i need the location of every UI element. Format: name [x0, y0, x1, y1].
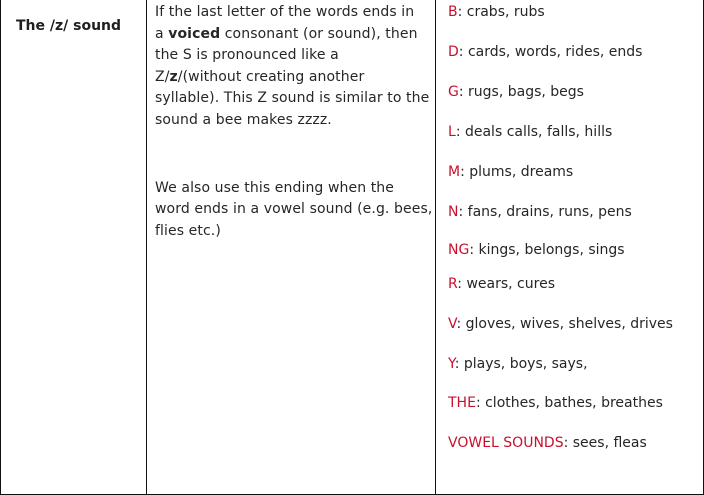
z-sound-table: [1, 0, 704, 494]
example-colon: :: [460, 164, 465, 180]
rule-line: word ends in a vowel sound (e.g. bees,: [155, 201, 433, 218]
example-words: gloves, wives, shelves, drives: [461, 316, 673, 332]
example-colon: :: [456, 316, 462, 332]
example-words: deals calls, falls, hills: [460, 124, 613, 140]
rule-line: [155, 24, 425, 46]
example-colon: :: [458, 204, 464, 220]
example-words: wears, cures: [462, 276, 555, 292]
voiced-emphasis: voiced: [168, 25, 221, 42]
list-item: [448, 2, 704, 22]
z-emphasis: z: [169, 68, 178, 85]
list-item: [448, 314, 704, 334]
example-words: plays, boys, says,: [459, 356, 588, 372]
rule-line: We also use this ending when the: [155, 179, 394, 196]
rule-line: flies etc.): [155, 222, 221, 239]
list-item: [448, 42, 704, 62]
example-letter: Y: [448, 356, 455, 372]
example-letter: G: [448, 84, 459, 100]
rule-line: If the last letter of the words ends in: [155, 4, 415, 20]
list-item: [448, 82, 704, 102]
example-letter: N: [448, 204, 459, 220]
rule-line: syllable). This Z sound is similar to the: [155, 90, 430, 107]
list-item: [448, 122, 704, 142]
list-item: [448, 433, 704, 453]
list-item: [448, 202, 704, 222]
list-item: [448, 162, 704, 182]
table-row: [1, 0, 704, 494]
example-colon: :: [563, 435, 569, 451]
list-item: [448, 274, 704, 294]
rule-line: [155, 67, 425, 89]
example-colon: :: [458, 44, 464, 60]
example-words: clothes, bathes, breathes: [480, 395, 663, 411]
example-colon: :: [458, 84, 464, 100]
label-cell: [1, 0, 147, 494]
example-colon: :: [454, 356, 460, 372]
example-words: sees, fleas: [568, 435, 647, 451]
example-letter: B: [448, 4, 458, 20]
rule-text: Z/: [155, 68, 170, 85]
list-item: [448, 354, 704, 374]
examples-list: [436, 0, 704, 453]
example-letter: D: [448, 44, 459, 60]
example-words: rugs, bags, begs: [463, 84, 584, 100]
example-letter: VOWEL SOUNDS: [448, 435, 564, 451]
rule-line: sound a bee makes zzzz.: [155, 111, 332, 128]
example-words: plums, dreams: [464, 164, 574, 180]
list-item: [448, 393, 704, 413]
example-colon: :: [469, 242, 475, 258]
rule-text: a: [155, 25, 169, 42]
rule-paragraph-1: [147, 0, 435, 132]
example-letter: THE: [448, 395, 476, 411]
example-colon: :: [457, 4, 463, 20]
rule-paragraph-2: [147, 132, 435, 243]
example-letter: M: [448, 164, 461, 180]
rule-text: /(without creating another: [177, 68, 365, 85]
example-words: crabs, rubs: [462, 4, 545, 20]
example-words: kings, belongs, sings: [474, 242, 625, 258]
example-letter: V: [448, 316, 457, 332]
list-item: [448, 240, 704, 260]
example-colon: :: [455, 124, 461, 140]
rule-text: consonant (or sound), then: [220, 25, 418, 42]
example-words: fans, drains, runs, pens: [463, 204, 632, 220]
example-letter: L: [448, 124, 456, 140]
example-colon: :: [457, 276, 463, 292]
example-words: cards, words, rides, ends: [463, 44, 643, 60]
example-colon: :: [475, 395, 481, 411]
sound-label: The /z/ sound: [16, 18, 122, 34]
example-letter: R: [448, 276, 458, 292]
rule-line: the S is pronounced like a: [155, 47, 339, 64]
example-letter: NG: [448, 242, 470, 258]
rule-cell: [147, 0, 436, 494]
examples-cell: [436, 0, 704, 494]
